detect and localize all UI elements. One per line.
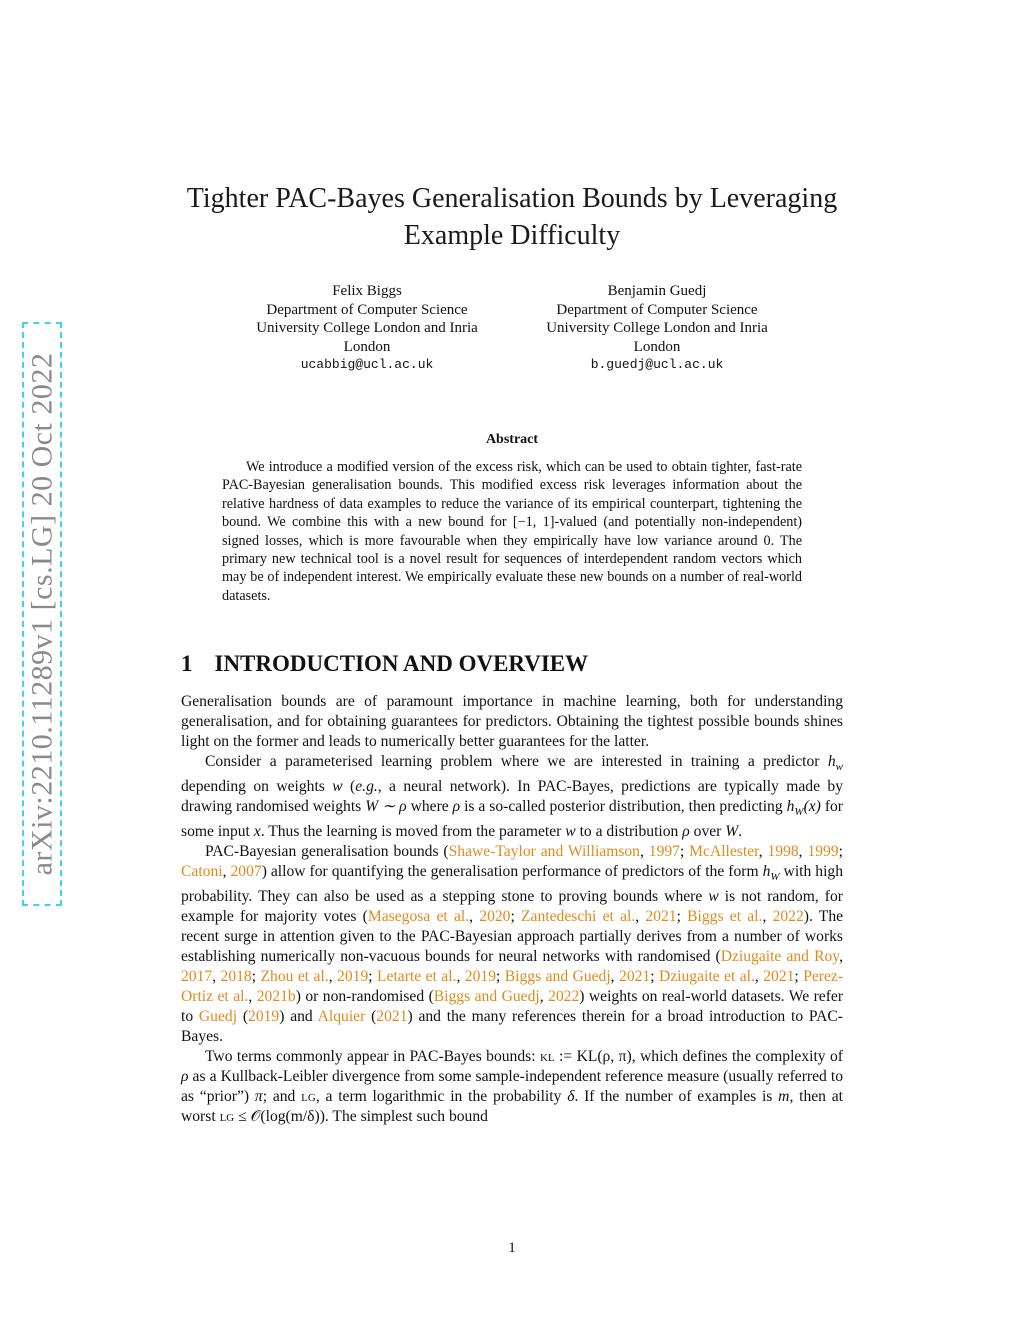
- citation-link[interactable]: Zantedeschi et al.: [521, 908, 636, 926]
- author-name: Benjamin Guedj: [607, 283, 707, 299]
- citation-link[interactable]: Alquier: [317, 1008, 366, 1026]
- citation-link[interactable]: 2020: [479, 908, 511, 926]
- citation-link[interactable]: 2022: [772, 908, 804, 926]
- citation-link[interactable]: Dziugaite and Roy: [720, 948, 840, 966]
- section-heading: [181, 651, 588, 677]
- author-name: Felix Biggs: [332, 283, 402, 299]
- citation-link[interactable]: Masegosa et al.: [367, 908, 470, 926]
- citation-link[interactable]: Biggs et al.: [687, 908, 763, 926]
- arxiv-identifier-stamp: [22, 322, 62, 906]
- citation-link[interactable]: Guedj: [198, 1008, 238, 1026]
- page-number: 1: [508, 1240, 516, 1256]
- citation-link[interactable]: 2019: [464, 968, 496, 986]
- author-institution: University College London and Inria: [546, 320, 768, 336]
- section-number: 1: [181, 651, 193, 676]
- citation-link[interactable]: Zhou et al.: [260, 968, 329, 986]
- citation-link[interactable]: 2019: [337, 968, 369, 986]
- citation-link[interactable]: Biggs and Guedj: [433, 988, 540, 1006]
- citation-link[interactable]: McAllester: [689, 843, 759, 861]
- citation-link[interactable]: Letarte et al.: [377, 968, 457, 986]
- author-email[interactable]: b.guedj@ucl.ac.uk: [590, 357, 724, 372]
- citation-link[interactable]: 2021: [376, 1008, 408, 1026]
- citation-link[interactable]: 2017: [181, 968, 213, 986]
- author-city: London: [633, 338, 681, 355]
- citation-link[interactable]: Catoni: [181, 863, 223, 881]
- citation-link[interactable]: 2007: [230, 863, 262, 881]
- body-text: [181, 692, 843, 1127]
- citation-link[interactable]: 1998: [767, 843, 799, 861]
- citation-link[interactable]: 2021: [645, 908, 677, 926]
- paragraph: PAC-Bayesian generalisation bounds (Shawe-Taylor and Williamson, 1997; McAllester, 1998, 1999; Catoni, 2007) allow for quantifying the generalisation performance of predictors of the form $h_W$ with high probability. They can also be used as a stepping stone to proving bounds where w is not random, for example for majority votes (Masegosa et al., 2020; Zantedeschi et al., 2021; Biggs et al., 2022). The recent surge in attention given to the PAC-Bayesian approach partially derives from a number of works establishing numerically non-vacuous bounds for neural networks with randomised (Dziugaite and Roy, 2017, 2018; Zhou et al., 2019; Letarte et al., 2019; Biggs and Guedj, 2021; Dziugaite et al., 2021; Perez-Ortiz et al., 2021b) or non-randomised (Biggs and Guedj, 2022) weights on real-world datasets. We refer to Guedj (2019) and Alquier (2021) and the many references therein for a broad introduction to PAC-Bayes.: [181, 843, 844, 1046]
- paragraph: Two terms commonly appear in PAC-Bayes bounds: kl := KL(ρ, π), which defines the complexity of ρ as a Kullback-Leibler divergence from some sample-independent reference measure (usually referred to as “prior”) π; and lg, a term logarithmic in the probability δ. If the number of examples is m, then at worst lg ≤ 𝒪(log(m/δ)). The simplest such bound: [181, 1048, 844, 1126]
- author-department: Department of Computer Science: [266, 301, 468, 318]
- citation-link[interactable]: 1999: [807, 843, 839, 861]
- section-title: INTRODUCTION AND OVERVIEW: [214, 651, 589, 676]
- author-city: London: [343, 338, 391, 355]
- author-email[interactable]: ucabbig@ucl.ac.uk: [300, 357, 434, 372]
- citation-link[interactable]: Biggs and Guedj: [504, 968, 611, 986]
- paragraph: Generalisation bounds are of paramount importance in machine learning, both for understanding generalisation, and for obtaining guarantees for predictors. Obtaining the tightest possible bounds shines light on the former and leads to numerically better guarantees for the latter.: [181, 693, 843, 750]
- citation-link[interactable]: Shawe-Taylor and Williamson: [448, 843, 640, 861]
- citation-link[interactable]: 2022: [548, 988, 580, 1006]
- citation-link[interactable]: 2018: [220, 968, 252, 986]
- paper-title: Tighter PAC-Bayes Generalisation Bounds by Leveraging Example Difficulty: [186, 183, 838, 251]
- author-institution: University College London and Inria: [256, 320, 478, 336]
- citation-link[interactable]: 2019: [248, 1008, 280, 1026]
- author-block-1: [217, 282, 517, 375]
- arxiv-identifier-text: arXiv:2210.11289v1 [cs.LG] 20 Oct 2022: [25, 352, 58, 876]
- citation-link[interactable]: Perez-Ortiz et al.: [181, 968, 844, 1006]
- abstract-text: We introduce a modified version of the excess risk, which can be used to obtain tighter, fast-rate PAC-Bayesian generalisation bounds. This modified excess risk leverages information about the relative hardness of data examples to reduce the variance of its empirical counterpart, tightening the bound. We combine this with a new bound for [−1, 1]-valued (and potentially non-independent) signed losses, which is more favourable when they empirically have low variance around 0. The primary new technical tool is a novel result for sequences of interdependent random vectors which may be of independent interest. We empirically evaluate these new bounds on a number of real-world datasets.: [222, 459, 802, 604]
- abstract-heading: Abstract: [485, 432, 539, 447]
- citation-link[interactable]: 2021: [763, 968, 795, 986]
- citation-link[interactable]: 2021: [619, 968, 651, 986]
- author-block-2: [507, 282, 807, 375]
- citation-link[interactable]: 1997: [648, 843, 680, 861]
- citation-link[interactable]: 2021b: [256, 988, 296, 1006]
- paragraph: Consider a parameterised learning problem where we are interested in training a predictor $h_w$ depending on weights w (e.g., a neural network). In PAC-Bayes, predictions are typically made by drawing randomised weights W ∼ ρ where ρ is a so-called posterior distribution, then predicting $h_W(x)$ for some input x. Thus the learning is moved from the parameter w to a distribution ρ over W.: [181, 753, 844, 841]
- author-department: Department of Computer Science: [556, 301, 758, 318]
- citation-link[interactable]: Dziugaite et al.: [658, 968, 755, 986]
